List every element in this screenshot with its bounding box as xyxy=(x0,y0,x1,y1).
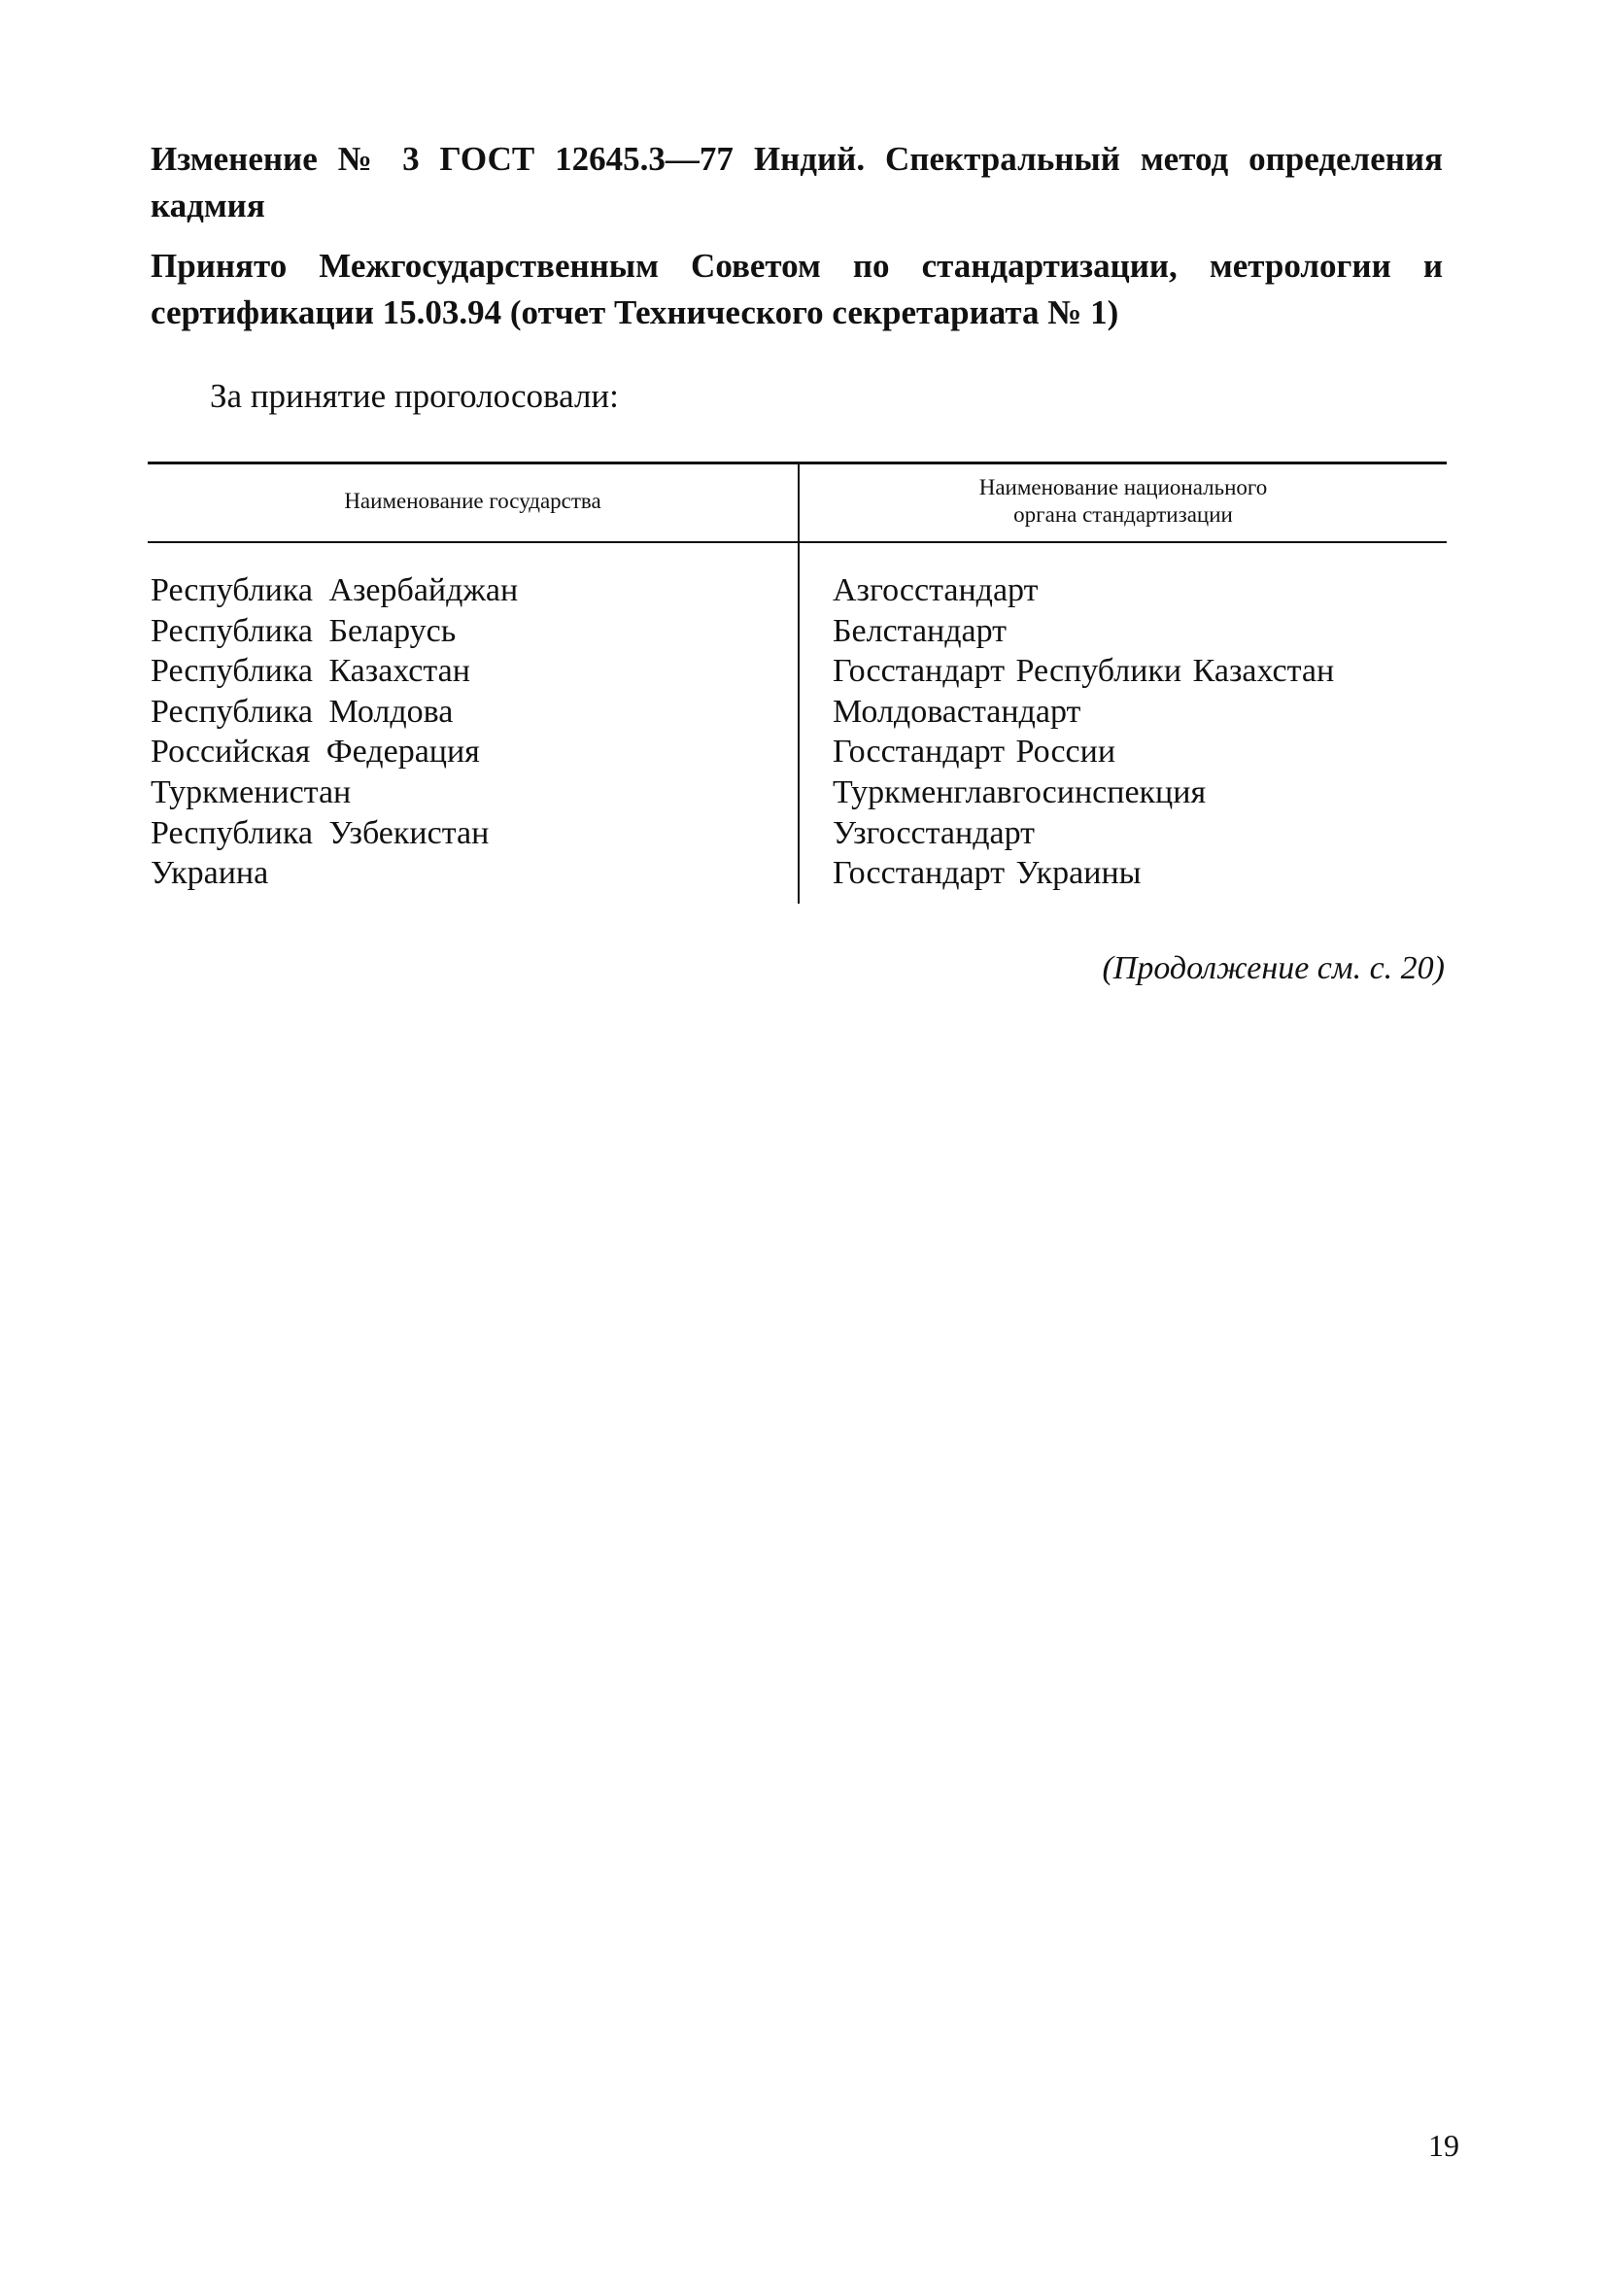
standards-body-column xyxy=(833,570,1454,894)
header-standards-body xyxy=(800,474,1447,529)
state-name-cell: Российская Федерация xyxy=(151,734,480,771)
standards-body-cell: Туркменглавгосинспекция xyxy=(833,773,1207,810)
state-name-cell: Республика Азербайджан xyxy=(151,572,519,608)
state-name-cell: Туркменистан xyxy=(151,773,352,810)
standards-body-cell: Белстандарт xyxy=(833,612,1008,649)
header-state-name xyxy=(148,488,798,515)
header-standards-body-line2: органа стандартизации xyxy=(1013,502,1233,527)
standards-body-cell: Узгосстандарт xyxy=(833,814,1036,851)
standards-body-cell: Госстандарт России xyxy=(833,734,1116,771)
page-number: 19 xyxy=(1428,2128,1459,2163)
header-standards-body-line1: Наименование национального xyxy=(978,475,1268,499)
continuation-note: (Продолжение см. с. 20) xyxy=(1102,950,1445,986)
standards-body-cell: Азгосстандарт xyxy=(833,572,1039,608)
standards-body-cell: Госстандарт Украины xyxy=(833,855,1142,892)
standards-body-cell: Молдовастандарт xyxy=(833,693,1081,730)
state-name-column xyxy=(151,570,792,894)
state-name-cell: Республика Казахстан xyxy=(151,653,470,690)
state-name-cell: Республика Беларусь xyxy=(151,612,457,649)
table-column-divider xyxy=(798,464,800,904)
voted-for-caption: За принятие проголосовали: xyxy=(210,377,619,415)
state-name-cell: Республика Узбекистан xyxy=(151,814,490,851)
header-state-name-text: Наименование государства xyxy=(344,489,601,513)
standards-body-cell: Госстандарт Республики Казахстан xyxy=(833,653,1335,690)
adoption-statement: Принято Межгосударственным Советом по стандартизации, метрологии и сертификации 15.03.94 (отчет Технического секретариата № 1) xyxy=(151,247,1443,331)
state-name-cell: Украина xyxy=(151,855,269,892)
amendment-title: Изменение № 3 ГОСТ 12645.3—77 Индий. Спектральный метод определения кадмия xyxy=(151,140,1443,224)
state-name-cell: Республика Молдова xyxy=(151,693,454,730)
